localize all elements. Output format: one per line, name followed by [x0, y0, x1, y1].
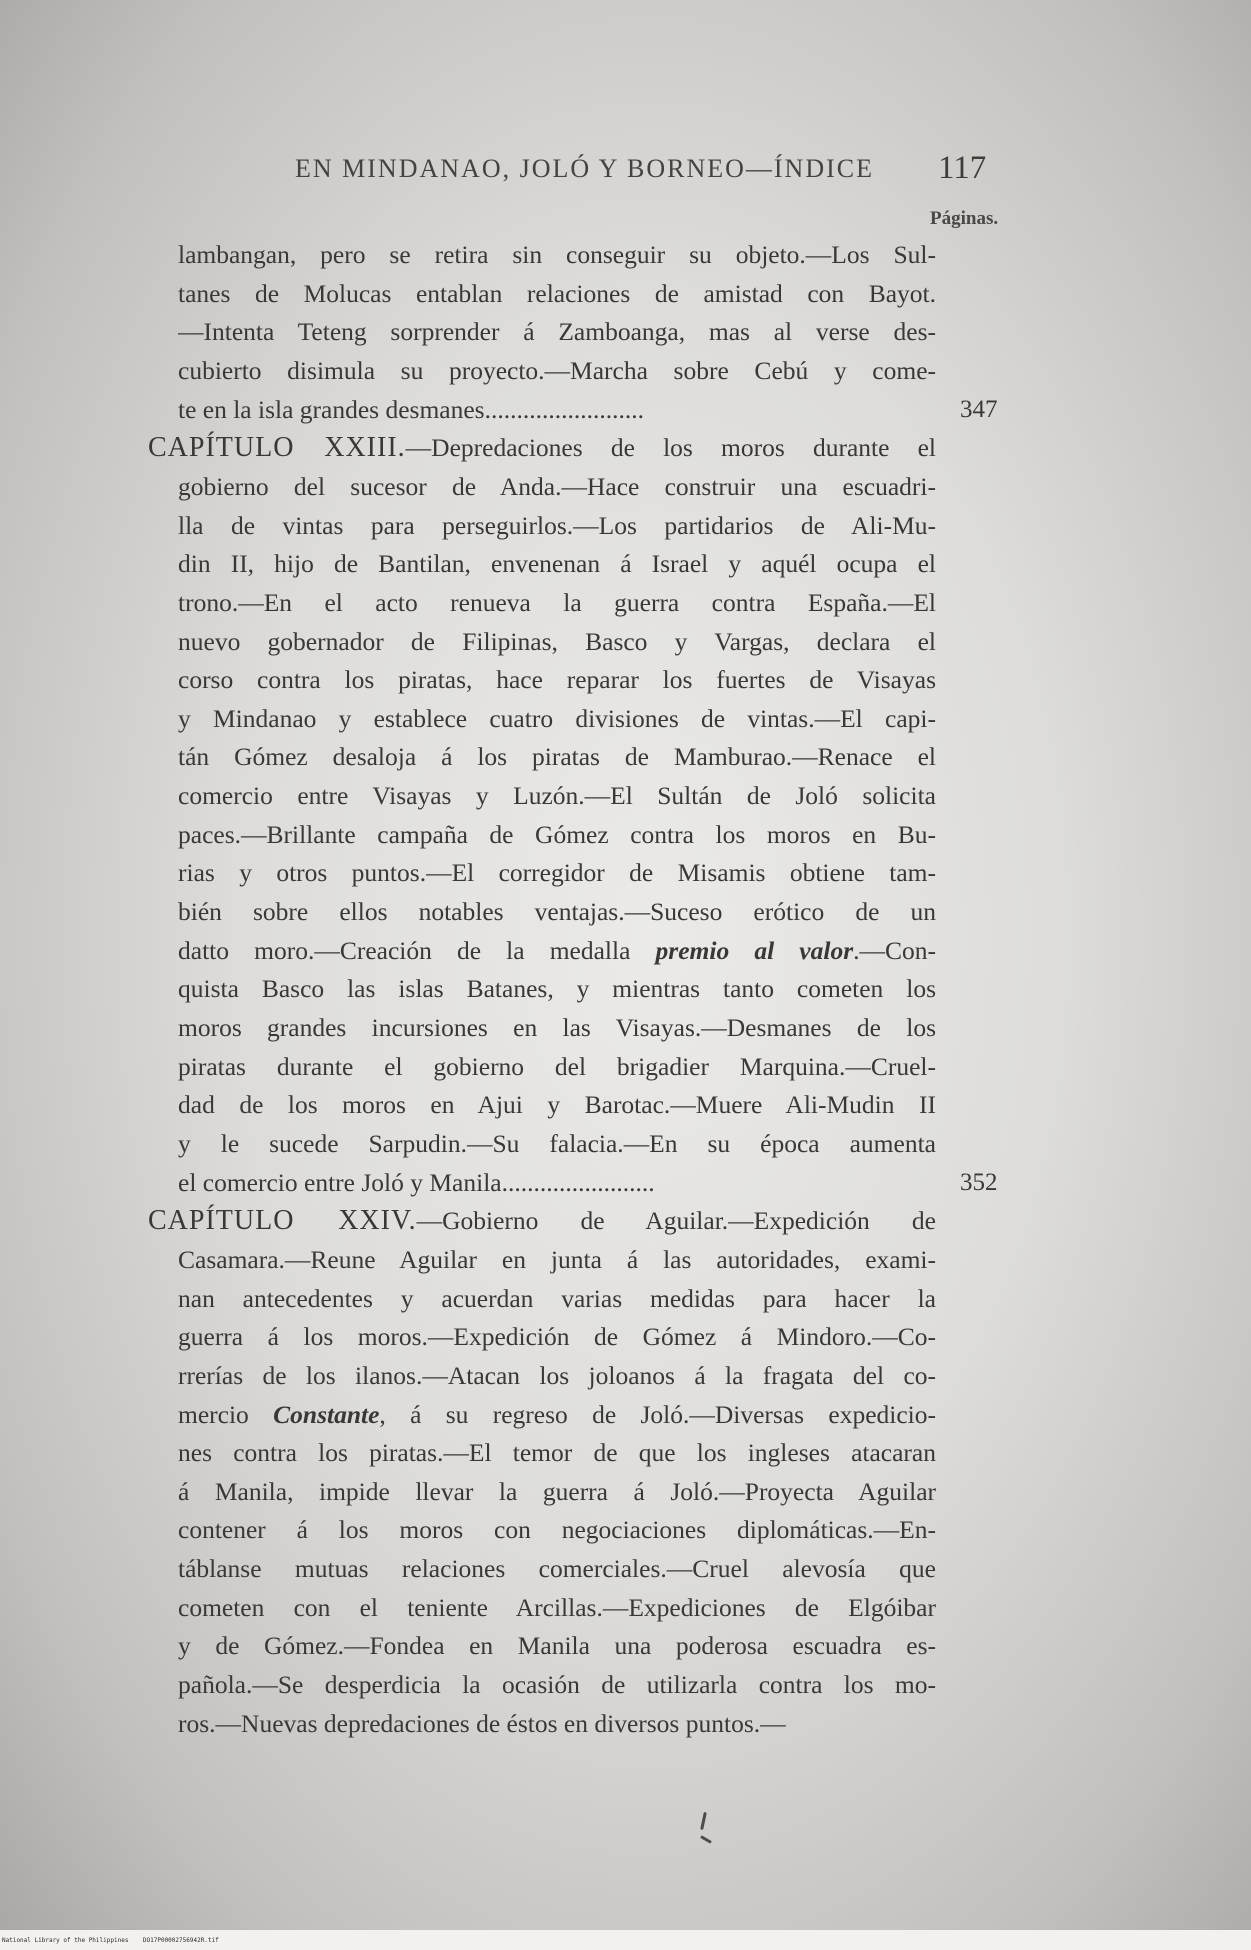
index-line	[0, 1086, 1251, 1124]
line-text: rias y otros puntos.—El corregidor de Misamis obtiene tam-	[178, 858, 936, 888]
index-line	[0, 816, 1251, 854]
index-line	[0, 1627, 1251, 1665]
line-text: táblanse mutuas relaciones comerciales.—Cruel alevosía que	[178, 1554, 936, 1584]
index-line	[0, 352, 1251, 390]
line-text: lambangan, pero se retira sin conseguir su objeto.—Los Sul-	[178, 240, 936, 269]
line-segment: mercio	[178, 1399, 274, 1429]
line-text: pañola.—Se desperdicia la ocasión de utilizarla contra los mo-	[178, 1670, 936, 1700]
line-text	[178, 932, 936, 970]
index-line	[0, 584, 1251, 622]
line-text: nuevo gobernador de Filipinas, Basco y Vargas, declara el	[178, 626, 936, 656]
line-text: el comercio entre Joló y Manila........................	[178, 1167, 655, 1197]
index-line	[0, 545, 1251, 583]
chapter-line	[0, 1202, 1251, 1240]
index-line	[0, 1434, 1251, 1472]
index-line	[0, 313, 1251, 351]
line-text: comercio entre Visayas y Luzón.—El Sultán de Joló solicita	[178, 781, 936, 811]
index-line	[0, 1396, 1251, 1434]
index-line	[0, 1357, 1251, 1395]
index-line	[0, 893, 1251, 931]
line-text: Casamara.—Reune Aguilar en junta á las autoridades, exami-	[178, 1244, 936, 1274]
line-text: á Manila, impide llevar la guerra á Joló.—Proyecta Aguilar	[178, 1476, 936, 1506]
chapter-summary: —Gobierno de Aguilar.—Expedición de	[416, 1206, 936, 1236]
index-line	[0, 1666, 1251, 1704]
line-text: tán Gómez desaloja á los piratas de Mamburao.—Renace el	[178, 742, 936, 772]
index-line	[0, 1705, 1251, 1743]
line-text: bién sobre ellos notables ventajas.—Suceso erótico de un	[178, 897, 936, 927]
paper-speck	[700, 1812, 707, 1830]
running-head-title: EN MINDANAO, JOLÓ Y BORNEO—ÍNDICE	[295, 154, 874, 183]
line-text: —Intenta Teteng sorprender á Zamboanga, mas al verse des-	[178, 317, 936, 347]
running-head	[0, 150, 1251, 190]
line-text: dad de los moros en Ajui y Barotac.—Muere Ali-Mudin II	[178, 1090, 936, 1120]
chapter-line	[0, 429, 1251, 467]
line-text: nan antecedentes y acuerdan varias medidas para hacer la	[178, 1283, 936, 1313]
italic-title: premio al valor	[655, 935, 854, 965]
line-text: paces.—Brillante campaña de Gómez contra los moros en Bu-	[178, 819, 936, 849]
chapter-summary: —Depredaciones de los moros durante el	[405, 433, 936, 463]
page-number: 117	[938, 150, 987, 186]
line-text: y de Gómez.—Fondea en Manila una poderosa escuadra es-	[178, 1631, 936, 1661]
paper-speck	[700, 1835, 712, 1844]
index-line	[0, 932, 1251, 970]
line-segment: datto moro.—Creación de la medalla	[178, 935, 656, 965]
line-text	[178, 1396, 936, 1434]
index-line	[0, 661, 1251, 699]
line-text: lla de vintas para perseguirlos.—Los partidarios de Ali-Mu-	[178, 510, 936, 540]
line-text: cometen con el teniente Arcillas.—Expediciones de Elgóibar	[178, 1592, 936, 1622]
index-line	[0, 507, 1251, 545]
line-text	[148, 1202, 936, 1240]
scan-footer	[2, 1937, 219, 1944]
index-line	[0, 1241, 1251, 1279]
index-line	[0, 970, 1251, 1008]
line-text: corso contra los piratas, hace reparar los fuertes de Visayas	[178, 665, 936, 695]
index-line	[0, 1318, 1251, 1356]
index-line	[0, 468, 1251, 506]
line-text: tanes de Molucas entablan relaciones de amistad con Bayot.	[178, 278, 936, 308]
line-text: te en la isla grandes desmanes.........................	[178, 394, 644, 424]
index-line	[0, 738, 1251, 776]
footer-library: National Library of the Philippines	[2, 1937, 129, 1944]
index-line	[0, 1164, 1251, 1202]
index-line	[0, 1125, 1251, 1163]
index-line	[0, 275, 1251, 313]
index-line	[0, 1550, 1251, 1588]
page-reference: 347	[960, 395, 998, 423]
index-line	[0, 623, 1251, 661]
index-line	[0, 700, 1251, 738]
chapter-heading: CAPÍTULO XXIV.	[148, 1205, 417, 1237]
line-text: quista Basco las islas Batanes, y mientras tanto cometen los	[178, 974, 936, 1004]
line-text: y Mindanao y establece cuatro divisiones de vintas.—El capi-	[178, 703, 936, 733]
line-text: trono.—En el acto renueva la guerra contra España.—El	[178, 587, 936, 617]
index-line	[0, 1511, 1251, 1549]
index-line	[0, 777, 1251, 815]
index-line	[0, 1280, 1251, 1318]
italic-title: Constante	[273, 1399, 380, 1429]
index-line	[0, 1473, 1251, 1511]
line-segment: .—Con-	[853, 935, 936, 965]
line-text: gobierno del sucesor de Anda.—Hace construir una escuadri-	[178, 471, 936, 501]
line-text: moros grandes incursiones en las Visayas.—Desmanes de los	[178, 1013, 936, 1042]
index-line	[0, 1048, 1251, 1086]
paginas-label: Páginas.	[930, 208, 999, 229]
line-text: guerra á los moros.—Expedición de Gómez á Mindoro.—Co-	[178, 1322, 936, 1352]
index-line	[0, 391, 1251, 429]
line-text: ros.—Nuevas depredaciones de éstos en diversos puntos.—	[178, 1708, 786, 1738]
index-line	[0, 1009, 1251, 1047]
index-line	[0, 236, 1251, 274]
line-segment: , á su regreso de Joló.—Diversas expedicio-	[379, 1399, 936, 1429]
page-reference: 352	[960, 1168, 998, 1196]
index-line	[0, 1589, 1251, 1627]
chapter-heading: CAPÍTULO XXIII.	[148, 432, 406, 464]
line-text: nes contra los piratas.—El temor de que los ingleses atacaran	[178, 1438, 936, 1468]
line-text: piratas durante el gobierno del brigadier Marquina.—Cruel-	[178, 1051, 936, 1081]
footer-file-id: DO17P00002756942R.tif	[142, 1937, 219, 1944]
line-text: cubierto disimula su proyecto.—Marcha sobre Cebú y come-	[178, 355, 936, 385]
line-text: contener á los moros con negociaciones diplomáticas.—En-	[178, 1515, 936, 1545]
line-text: y le sucede Sarpudin.—Su falacia.—En su época aumenta	[178, 1128, 936, 1158]
line-text: din II, hijo de Bantilan, envenenan á Israel y aquél ocupa el	[178, 549, 936, 579]
index-line	[0, 854, 1251, 892]
line-text	[148, 429, 936, 467]
line-text: rrerías de los ilanos.—Atacan los joloanos á la fragata del co-	[178, 1360, 936, 1390]
